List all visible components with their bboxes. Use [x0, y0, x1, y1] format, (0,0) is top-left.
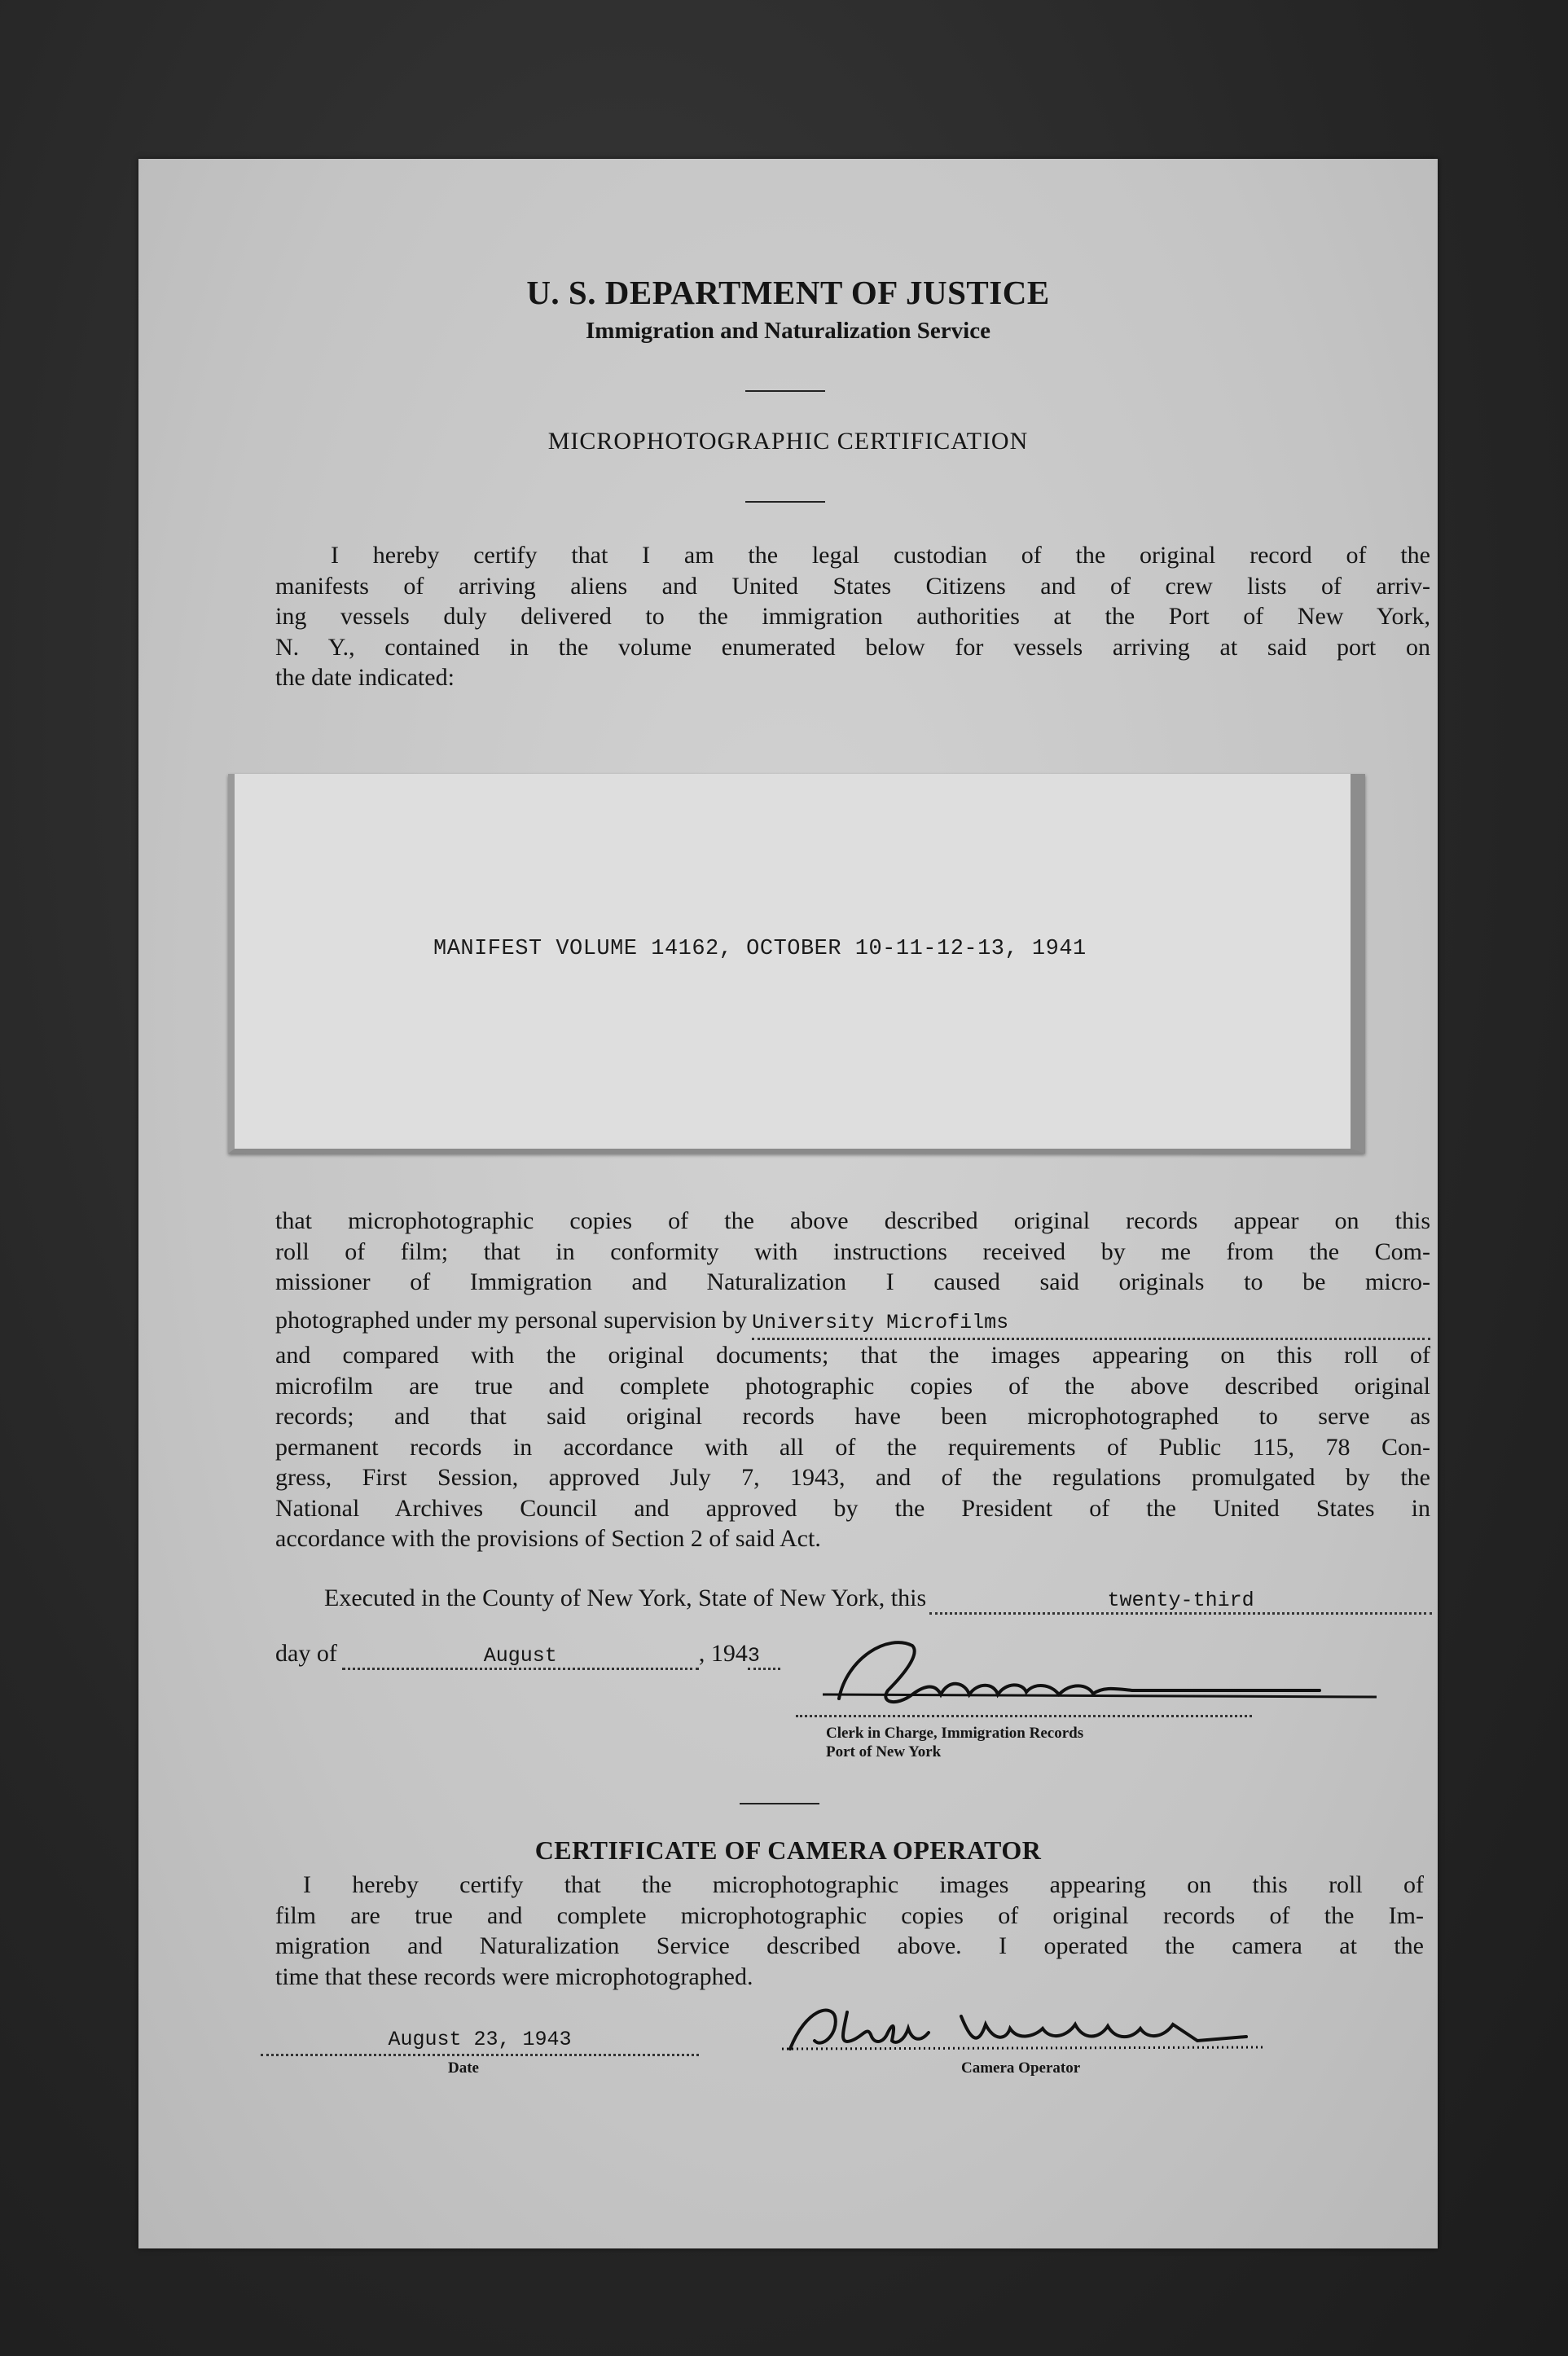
body-line: that microphotographic copies of the above described original records appear on this — [275, 1207, 1430, 1234]
intro-line: manifests of arriving aliens and United States Citizens and of crew lists of arriv- — [275, 572, 1430, 600]
body-line: missioner of Immigration and Naturalization I caused said originals to be micro- — [275, 1268, 1430, 1295]
year-value: 3 — [747, 1644, 760, 1668]
intro-paragraph — [275, 540, 1430, 693]
camera-operator-label: Camera Operator — [961, 2059, 1081, 2077]
execution-line — [324, 1585, 1432, 1615]
year-prefix: , 194 — [698, 1640, 748, 1667]
body-line: records; and that said original records have been microphotographed to serve as — [275, 1403, 1430, 1430]
department-heading: U. S. DEPARTMENT OF JUSTICE — [526, 274, 1050, 311]
year-field — [748, 1640, 780, 1670]
body-line: roll of film; that in conformity with instructions received by me from the Com- — [275, 1237, 1430, 1265]
day-value: twenty-third — [1107, 1589, 1254, 1612]
supervisor-field — [752, 1305, 1430, 1341]
divider-2 — [745, 501, 825, 503]
certification-title: MICROPHOTOGRAPHIC CERTIFICATION — [547, 428, 1029, 455]
operator-line: film are true and complete microphotographic copies of original records of the Im- — [275, 1901, 1424, 1929]
certificate-page — [138, 159, 1438, 2248]
date-line — [275, 1640, 780, 1670]
month-field — [342, 1640, 699, 1670]
date-field — [261, 2026, 699, 2056]
intro-line: I hereby certify that I am the legal custodian of the original record of the — [331, 542, 1430, 569]
divider-1 — [745, 390, 825, 392]
body-line: gress, First Session, approved July 7, 1943, and of the regulations promulgated by the — [275, 1464, 1430, 1491]
supervisor-value: University Microfilms — [752, 1310, 1009, 1334]
clerk-title-2: Port of New York — [826, 1743, 942, 1760]
clerk-signature-line — [796, 1715, 1252, 1717]
body-line: microfilm are true and complete photographic copies of the above described original — [275, 1372, 1430, 1400]
body-paragraph — [275, 1206, 1430, 1554]
day-field — [929, 1585, 1432, 1615]
supervision-prefix: photographed under my personal supervision by — [275, 1306, 748, 1334]
supervision-line — [275, 1305, 1430, 1341]
operator-line: time that these records were microphotographed. — [275, 1963, 753, 1990]
execution-text: Executed in the County of New York, State of New York, this — [324, 1585, 927, 1611]
camera-operator-signature — [774, 1992, 1434, 2065]
month-value: August — [483, 1644, 557, 1668]
intro-line: ing vessels duly delivered to the immigration authorities at the Port of New York, — [275, 603, 1430, 630]
date-value: August 23, 1943 — [388, 2028, 572, 2051]
body-line: permanent records in accordance with all of the requirements of Public 115, 78 Con- — [275, 1433, 1430, 1461]
intro-line: N. Y., contained in the volume enumerated below for vessels arriving at said port on — [275, 633, 1430, 661]
divider-3 — [740, 1803, 819, 1804]
camera-operator-heading: CERTIFICATE OF CAMERA OPERATOR — [534, 1835, 1042, 1865]
date-label: Date — [448, 2059, 479, 2077]
body-line: accordance with the provisions of Section 2 of said Act. — [275, 1525, 821, 1552]
record-slip — [228, 774, 1365, 1154]
camera-operator-paragraph — [275, 1870, 1424, 1992]
record-slip-text: MANIFEST VOLUME 14162, OCTOBER 10-11-12-13, 1941 — [433, 937, 1087, 961]
body-line: National Archives Council and approved by the President of the United States in — [275, 1494, 1430, 1522]
service-subheading: Immigration and Naturalization Service — [586, 318, 990, 344]
clerk-title-1: Clerk in Charge, Immigration Records — [826, 1725, 1084, 1742]
operator-line: migration and Naturalization Service described above. I operated the camera at the — [275, 1932, 1424, 1959]
day-of-label: day of — [275, 1640, 337, 1667]
intro-line: the date indicated: — [275, 664, 455, 691]
body-line: and compared with the original documents; that the images appearing on this roll of — [275, 1342, 1430, 1369]
operator-line: I hereby certify that the microphotographic images appearing on this roll of — [303, 1871, 1424, 1898]
